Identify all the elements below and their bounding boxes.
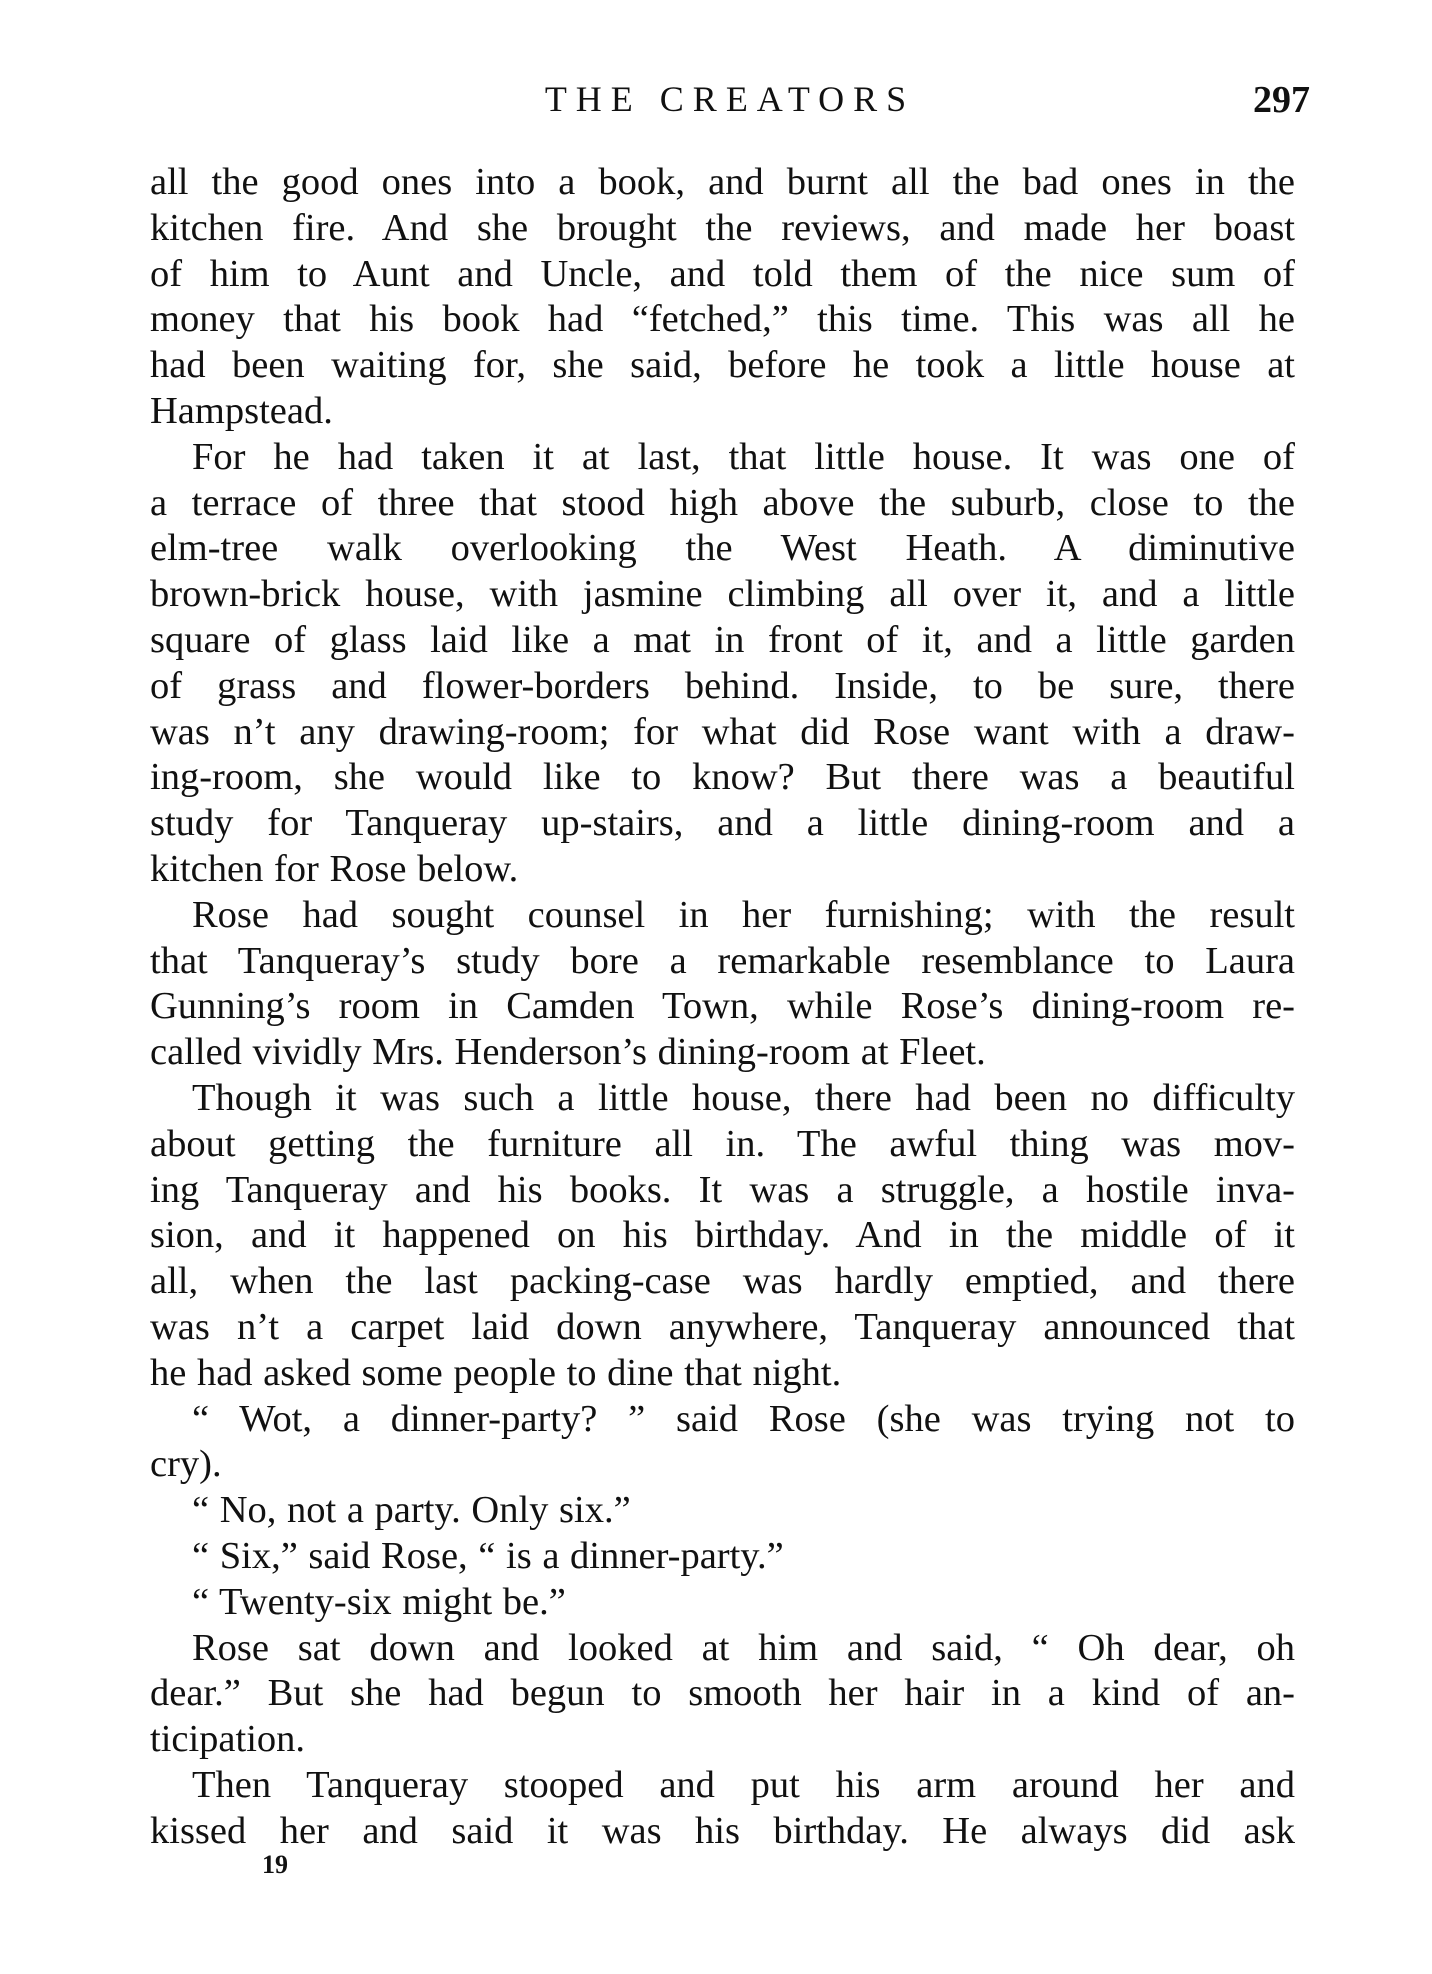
text-line: For he had taken it at last, that little house. It was one of	[192, 435, 1295, 478]
text-line: “ Twenty-six might be.”	[192, 1580, 566, 1623]
text-line: that Tanqueray’s study bore a remarkable resemblance to Laura	[150, 939, 1295, 982]
text-line: dear.” But she had begun to smooth her hair in a kind of an-	[150, 1672, 1295, 1715]
text-line: of him to Aunt and Uncle, and told them of the nice sum of	[150, 252, 1295, 295]
text-line: kitchen fire. And she brought the reviews, and made her boast	[150, 206, 1295, 249]
text-line: was n’t any drawing-room; for what did Rose want with a draw-	[150, 710, 1295, 753]
text-line: Hampstead.	[150, 389, 333, 432]
text-line: he had asked some people to dine that night.	[150, 1351, 842, 1394]
text-line: ing Tanqueray and his books. It was a struggle, a hostile inva-	[150, 1168, 1295, 1211]
text-line: square of glass laid like a mat in front of it, and a little garden	[150, 618, 1295, 661]
text-line: all, when the last packing-case was hardly emptied, and there	[150, 1260, 1295, 1303]
text-line: “ No, not a party. Only six.”	[192, 1489, 631, 1532]
text-line: kitchen for Rose below.	[150, 847, 519, 890]
running-title: THE CREATORS	[544, 79, 916, 119]
text-line: “ Six,” said Rose, “ is a dinner-party.”	[192, 1534, 784, 1577]
page-number: 297	[1253, 79, 1310, 121]
text-line: brown-brick house, with jasmine climbing all over it, and a little	[150, 573, 1295, 616]
text-line: cry).	[150, 1443, 222, 1486]
text-line: elm-tree walk overlooking the West Heath. A diminutive	[150, 527, 1295, 570]
text-line: kissed her and said it was his birthday. He always did ask	[150, 1809, 1295, 1852]
text-line: Rose sat down and looked at him and said, “ Oh dear, oh	[192, 1626, 1295, 1669]
text-line: ticipation.	[150, 1718, 306, 1761]
text-line: study for Tanqueray up-stairs, and a little dining-room and a	[150, 802, 1295, 845]
text-line: money that his book had “fetched,” this time. This was all he	[150, 298, 1295, 341]
text-line: had been waiting for, she said, before he took a little house at	[150, 344, 1295, 387]
text-line: of grass and flower-borders behind. Inside, to be sure, there	[150, 664, 1295, 707]
text-line: was n’t a carpet laid down anywhere, Tanqueray announced that	[150, 1305, 1295, 1348]
text-line: sion, and it happened on his birthday. And in the middle of it	[150, 1214, 1295, 1257]
text-line: Though it was such a little house, there had been no difficulty	[192, 1076, 1295, 1119]
body-text	[150, 160, 1295, 1854]
text-line: Then Tanqueray stooped and put his arm around her and	[192, 1763, 1295, 1806]
text-line: ing-room, she would like to know? But there was a beautiful	[150, 756, 1295, 799]
text-line: a terrace of three that stood high above the suburb, close to the	[150, 481, 1295, 524]
text-line: Rose had sought counsel in her furnishing; with the result	[192, 893, 1295, 936]
signature-mark: 19	[262, 1850, 288, 1879]
text-line: all the good ones into a book, and burnt all the bad ones in the	[150, 161, 1295, 203]
text-line: called vividly Mrs. Henderson’s dining-room at Fleet.	[150, 1031, 986, 1074]
text-line: about getting the furniture all in. The awful thing was mov-	[150, 1122, 1295, 1165]
text-line: Gunning’s room in Camden Town, while Rose’s dining-room re-	[150, 985, 1295, 1028]
text-line: “ Wot, a dinner-party? ” said Rose (she was trying not to	[192, 1397, 1295, 1440]
running-head	[150, 78, 1310, 128]
